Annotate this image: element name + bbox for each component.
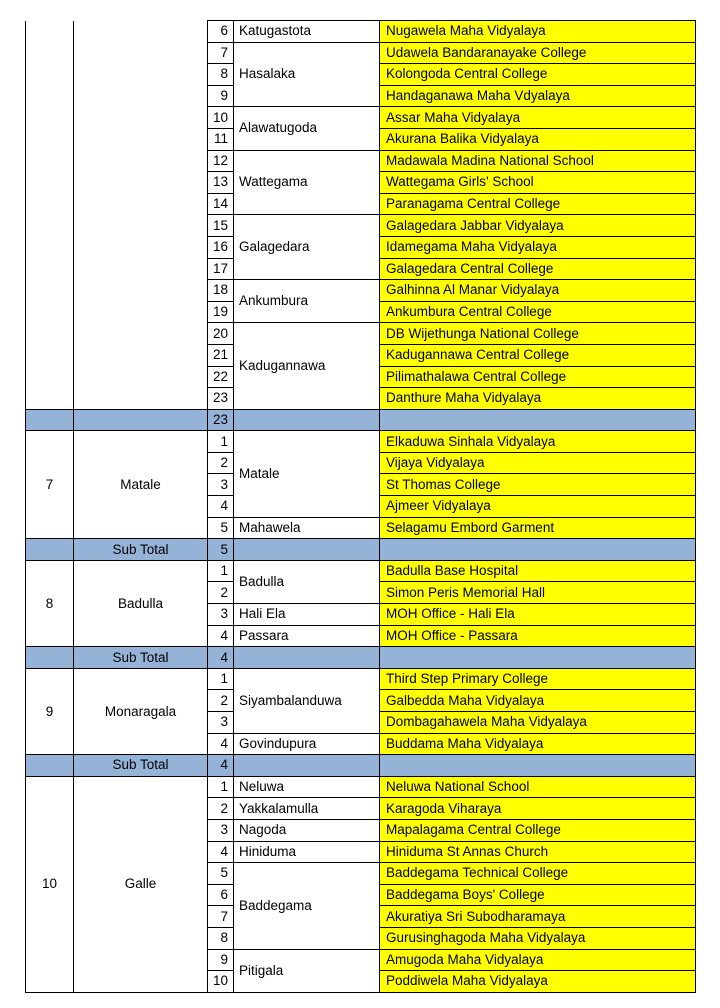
- town-cell: Govindupura: [234, 733, 380, 755]
- table-row: [26, 560, 696, 582]
- row-number: 4: [208, 841, 234, 863]
- row-number: 2: [208, 690, 234, 712]
- subtotal-label: Sub Total: [74, 647, 208, 669]
- town-cell: Passara: [234, 625, 380, 647]
- venue-cell: Ajmeer Vidyalaya: [380, 496, 696, 518]
- row-number: 11: [208, 128, 234, 150]
- venue-cell: Udawela Bandaranayake College: [380, 42, 696, 64]
- venue-cell: Galagedara Jabbar Vidyalaya: [380, 215, 696, 237]
- row-number: 3: [208, 604, 234, 626]
- row-number: 13: [208, 172, 234, 194]
- row-number: 5: [208, 863, 234, 885]
- town-cell: Ankumbura: [234, 280, 380, 323]
- venue-cell: Neluwa National School: [380, 776, 696, 798]
- subtotal-blank: [234, 647, 380, 669]
- subtotal-label: Sub Total: [74, 755, 208, 777]
- row-number: 17: [208, 258, 234, 280]
- town-cell: Pitigala: [234, 949, 380, 992]
- district-no-cell: 9: [26, 668, 74, 754]
- table-row: [26, 21, 696, 43]
- subtotal-value: 5: [208, 539, 234, 561]
- subtotal-blank: [234, 755, 380, 777]
- row-number: 7: [208, 42, 234, 64]
- subtotal-blank: [380, 755, 696, 777]
- subtotal-value: 23: [208, 409, 234, 431]
- venue-cell: Kadugannawa Central College: [380, 344, 696, 366]
- venue-cell: Handaganawa Maha Vdyalaya: [380, 85, 696, 107]
- row-number: 19: [208, 301, 234, 323]
- venue-cell: Wattegama Girls' School: [380, 172, 696, 194]
- district-name-cell: Matale: [74, 431, 208, 539]
- town-cell: Katugastota: [234, 21, 380, 43]
- row-number: 15: [208, 215, 234, 237]
- venue-cell: Hiniduma St Annas Church: [380, 841, 696, 863]
- row-number: 18: [208, 280, 234, 302]
- district-no-cell: 8: [26, 560, 74, 646]
- row-number: 9: [208, 949, 234, 971]
- row-number: 5: [208, 517, 234, 539]
- row-number: 3: [208, 474, 234, 496]
- town-cell: Badulla: [234, 560, 380, 603]
- venue-cell: Galbedda Maha Vidyalaya: [380, 690, 696, 712]
- venue-cell: St Thomas College: [380, 474, 696, 496]
- venue-cell: Danthure Maha Vidyalaya: [380, 388, 696, 410]
- row-number: 3: [208, 712, 234, 734]
- venue-cell: Ankumbura Central College: [380, 301, 696, 323]
- row-number: 7: [208, 906, 234, 928]
- subtotal-value: 4: [208, 755, 234, 777]
- district-name-cell: Badulla: [74, 560, 208, 646]
- venue-cell: Galhinna Al Manar Vidyalaya: [380, 280, 696, 302]
- venue-table-sheet: [25, 20, 695, 993]
- row-number: 2: [208, 452, 234, 474]
- row-number: 22: [208, 366, 234, 388]
- venue-cell: Selagamu Embord Garment: [380, 517, 696, 539]
- row-number: 1: [208, 776, 234, 798]
- subtotal-blank: [26, 539, 74, 561]
- venue-cell: Mapalagama Central College: [380, 819, 696, 841]
- town-cell: Matale: [234, 431, 380, 517]
- row-number: 23: [208, 388, 234, 410]
- subtotal-row: [26, 647, 696, 669]
- row-number: 6: [208, 21, 234, 43]
- row-number: 12: [208, 150, 234, 172]
- venue-cell: Assar Maha Vidyalaya: [380, 107, 696, 129]
- venue-cell: Paranagama Central College: [380, 193, 696, 215]
- subtotal-row: [26, 409, 696, 431]
- town-cell: Hiniduma: [234, 841, 380, 863]
- town-cell: Nagoda: [234, 819, 380, 841]
- row-number: 4: [208, 625, 234, 647]
- venue-cell: Buddama Maha Vidyalaya: [380, 733, 696, 755]
- row-number: 3: [208, 819, 234, 841]
- venue-cell: MOH Office - Passara: [380, 625, 696, 647]
- venue-cell: Akurana Balika Vidyalaya: [380, 128, 696, 150]
- district-name-cell: Monaragala: [74, 668, 208, 754]
- town-cell: Galagedara: [234, 215, 380, 280]
- table-row: [26, 668, 696, 690]
- subtotal-row: [26, 539, 696, 561]
- town-cell: Yakkalamulla: [234, 798, 380, 820]
- venue-cell: Baddegama Technical College: [380, 863, 696, 885]
- row-number: 10: [208, 971, 234, 993]
- venue-cell: Baddegama Boys' College: [380, 884, 696, 906]
- subtotal-blank: [380, 647, 696, 669]
- venue-cell: Pilimathalawa Central College: [380, 366, 696, 388]
- venue-cell: MOH Office - Hali Ela: [380, 604, 696, 626]
- venue-cell: Karagoda Viharaya: [380, 798, 696, 820]
- subtotal-blank: [234, 409, 380, 431]
- subtotal-row: [26, 755, 696, 777]
- row-number: 4: [208, 496, 234, 518]
- district-no-cell: [26, 21, 74, 410]
- town-cell: Hali Ela: [234, 604, 380, 626]
- table-row: [26, 431, 696, 453]
- town-cell: Wattegama: [234, 150, 380, 215]
- row-number: 14: [208, 193, 234, 215]
- venue-cell: Elkaduwa Sinhala Vidyalaya: [380, 431, 696, 453]
- subtotal-blank: [26, 755, 74, 777]
- district-name-cell: [74, 21, 208, 410]
- town-cell: Alawatugoda: [234, 107, 380, 150]
- subtotal-blank: [380, 409, 696, 431]
- venue-cell: Amugoda Maha Vidyalaya: [380, 949, 696, 971]
- town-cell: Kadugannawa: [234, 323, 380, 409]
- subtotal-blank: [26, 647, 74, 669]
- subtotal-label: Sub Total: [74, 539, 208, 561]
- venue-cell: Poddiwela Maha Vidyalaya: [380, 971, 696, 993]
- venue-cell: Gurusinghagoda Maha Vidyalaya: [380, 927, 696, 949]
- subtotal-blank: [26, 409, 74, 431]
- venue-cell: Simon Peris Memorial Hall: [380, 582, 696, 604]
- town-cell: Siyambalanduwa: [234, 668, 380, 733]
- town-cell: Neluwa: [234, 776, 380, 798]
- venue-cell: Madawala Madina National School: [380, 150, 696, 172]
- venue-cell: Dombagahawela Maha Vidyalaya: [380, 712, 696, 734]
- table-row: [26, 776, 696, 798]
- row-number: 10: [208, 107, 234, 129]
- row-number: 6: [208, 884, 234, 906]
- row-number: 1: [208, 431, 234, 453]
- district-no-cell: 10: [26, 776, 74, 992]
- subtotal-blank: [380, 539, 696, 561]
- row-number: 8: [208, 927, 234, 949]
- row-number: 16: [208, 236, 234, 258]
- town-cell: Baddegama: [234, 863, 380, 949]
- row-number: 9: [208, 85, 234, 107]
- row-number: 2: [208, 798, 234, 820]
- row-number: 1: [208, 668, 234, 690]
- subtotal-blank: [234, 539, 380, 561]
- venue-cell: Idamegama Maha Vidyalaya: [380, 236, 696, 258]
- venue-cell: Akuratiya Sri Subodharamaya: [380, 906, 696, 928]
- row-number: 8: [208, 64, 234, 86]
- venue-table: [25, 20, 696, 993]
- district-no-cell: 7: [26, 431, 74, 539]
- town-cell: Mahawela: [234, 517, 380, 539]
- row-number: 2: [208, 582, 234, 604]
- row-number: 20: [208, 323, 234, 345]
- venue-cell: Nugawela Maha Vidyalaya: [380, 21, 696, 43]
- town-cell: Hasalaka: [234, 42, 380, 107]
- row-number: 4: [208, 733, 234, 755]
- subtotal-value: 4: [208, 647, 234, 669]
- row-number: 21: [208, 344, 234, 366]
- venue-cell: Badulla Base Hospital: [380, 560, 696, 582]
- venue-cell: Third Step Primary College: [380, 668, 696, 690]
- venue-cell: DB Wijethunga National College: [380, 323, 696, 345]
- venue-cell: Galagedara Central College: [380, 258, 696, 280]
- district-name-cell: Galle: [74, 776, 208, 992]
- subtotal-label: [74, 409, 208, 431]
- venue-cell: Vijaya Vidyalaya: [380, 452, 696, 474]
- venue-cell: Kolongoda Central College: [380, 64, 696, 86]
- row-number: 1: [208, 560, 234, 582]
